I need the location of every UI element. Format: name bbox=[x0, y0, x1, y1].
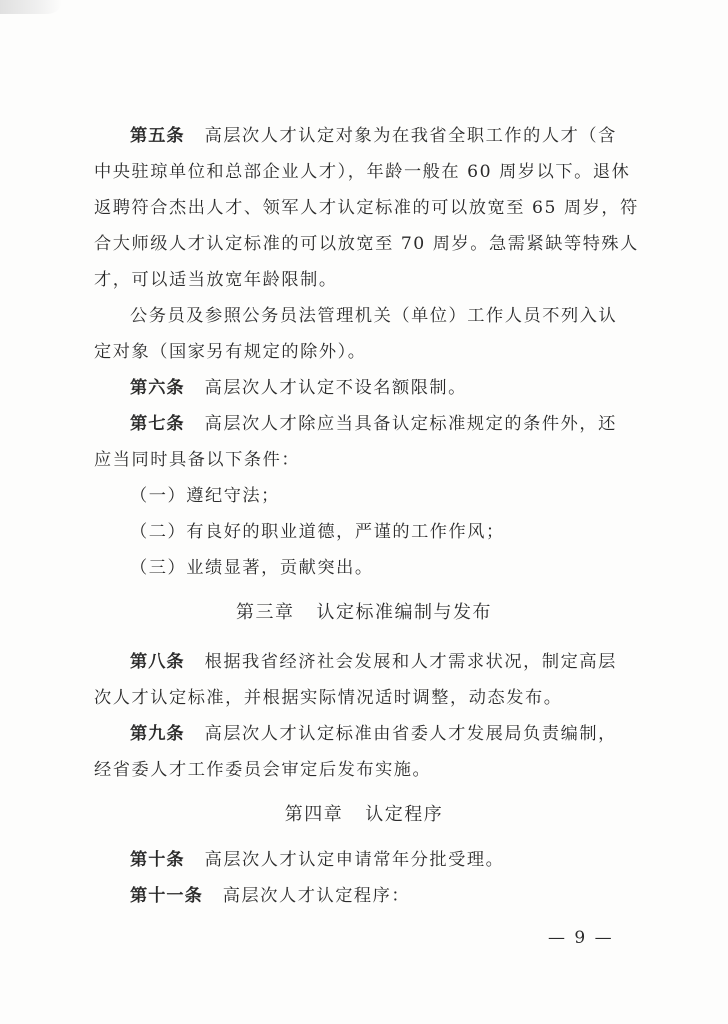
article-6-text: 高层次人才认定不设名额限制。 bbox=[204, 378, 467, 398]
article-5-label: 第五条 bbox=[130, 126, 185, 146]
article-9-line-1 bbox=[130, 722, 654, 746]
chapter-3-title: 认定标准编制与发布 bbox=[316, 602, 492, 623]
article-7-item-3: （三）业绩显著，贡献突出。 bbox=[130, 558, 374, 578]
article-11-label: 第十一条 bbox=[130, 886, 203, 906]
chapter-4-heading bbox=[0, 803, 728, 827]
article-9-text: 高层次人才认定标准由省委人才发展局负责编制， bbox=[204, 724, 617, 744]
article-8-line-2: 次人才认定标准，并根据实际情况适时调整，动态发布。 bbox=[94, 688, 563, 708]
article-9-label: 第九条 bbox=[130, 724, 185, 744]
article-9-line-2: 经省委人才工作委员会审定后发布实施。 bbox=[94, 760, 432, 780]
article-10-label: 第十条 bbox=[130, 850, 185, 870]
page-number: — 9 — bbox=[548, 928, 614, 948]
article-7-item-2: （二）有良好的职业道德，严谨的工作作风； bbox=[130, 522, 505, 542]
article-10-text: 高层次人才认定申请常年分批受理。 bbox=[204, 850, 505, 870]
article-5-line-5: 才，可以适当放宽年龄限制。 bbox=[94, 270, 338, 290]
article-11-text: 高层次人才认定程序： bbox=[222, 886, 411, 906]
chapter-3-number: 第三章 bbox=[236, 602, 295, 623]
article-5-line-2: 中央驻琼单位和总部企业人才），年龄一般在 60 周岁以下。退休 bbox=[94, 162, 631, 182]
scan-edge-mark bbox=[0, 0, 62, 14]
article-7-label: 第七条 bbox=[130, 414, 185, 434]
article-6-label: 第六条 bbox=[130, 378, 185, 398]
article-11-line bbox=[130, 884, 654, 908]
article-8-text: 根据我省经济社会发展和人才需求状况，制定高层 bbox=[204, 652, 617, 672]
article-7-line-1 bbox=[130, 412, 654, 436]
article-5-line-4: 合大师级人才认定标准的可以放宽至 70 周岁。急需紧缺等特殊人 bbox=[94, 234, 639, 254]
chapter-3-heading bbox=[0, 601, 728, 625]
article-5-line-1 bbox=[130, 124, 654, 148]
article-5-line-3: 返聘符合杰出人才、领军人才认定标准的可以放宽至 65 周岁，符 bbox=[94, 198, 639, 218]
article-5-text: 高层次人才认定对象为在我省全职工作的人才（含 bbox=[204, 126, 617, 146]
article-8-line-1 bbox=[130, 650, 654, 674]
article-6-line bbox=[130, 376, 654, 400]
article-5-para-2-line-2: 定对象（国家另有规定的除外）。 bbox=[94, 342, 367, 362]
article-5-para-2-line-1: 公务员及参照公务员法管理机关（单位）工作人员不列入认 bbox=[130, 306, 618, 326]
article-10-line bbox=[130, 848, 654, 872]
chapter-4-number: 第四章 bbox=[284, 804, 344, 825]
article-7-text: 高层次人才除应当具备认定标准规定的条件外，还 bbox=[204, 414, 617, 434]
article-7-line-2: 应当同时具备以下条件： bbox=[94, 450, 301, 470]
chapter-4-title: 认定程序 bbox=[365, 804, 444, 825]
article-8-label: 第八条 bbox=[130, 652, 185, 672]
article-7-item-1: （一）遵纪守法； bbox=[130, 486, 280, 506]
